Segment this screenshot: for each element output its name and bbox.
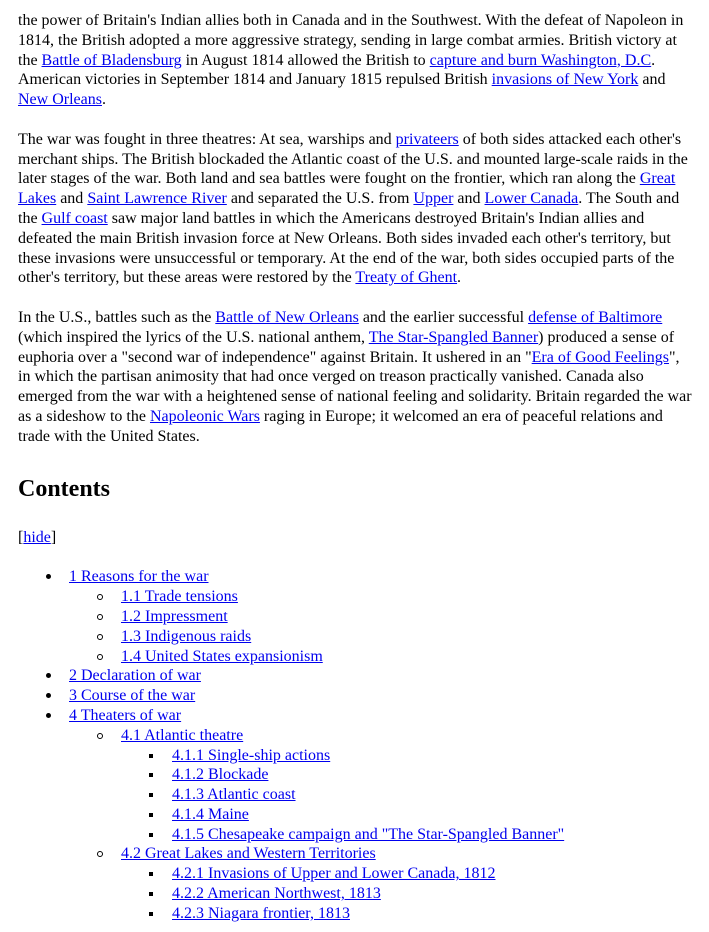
paragraph-text: and <box>453 190 485 208</box>
toc-item-level-2 <box>69 647 692 667</box>
toc-link[interactable]: 3 Course of the war <box>69 687 196 705</box>
paragraph-text: The war was fought in three theatres: At sea, warships and <box>18 130 396 148</box>
paragraph-text: raging in Europe; it welcomed an era of peaceful relations and trade with the United States. <box>18 407 663 445</box>
paragraph-text: of both sides attacked each other's merchant ships. The British blockaded the Atlantic coast of the U.S. and mounted large-scale raids in the later stages of the war. Both land and sea battles were fought on the frontier, which ran along the <box>18 130 688 188</box>
paragraph-text: . American victories in September 1814 and January 1815 repulsed British <box>18 51 656 89</box>
toc-link[interactable]: 2 Declaration of war <box>69 667 201 685</box>
toc-sublist <box>121 864 692 923</box>
article-link[interactable]: Battle of New Orleans <box>215 308 359 326</box>
article-link[interactable]: Battle of Bladensburg <box>41 51 182 69</box>
paragraph-text: (which inspired the lyrics of the U.S. national anthem, <box>18 328 369 346</box>
paragraph-1 <box>18 11 692 110</box>
toc-link[interactable]: 4.2.1 Invasions of Upper and Lower Canada, 1812 <box>172 865 496 883</box>
paragraph-text: and separated the U.S. from <box>226 190 414 208</box>
article-link[interactable]: defense of Baltimore <box>528 308 663 326</box>
paragraph-text: ) produced a sense of euphoria over a "second war of independence" against Britain. It ushered in an " <box>18 328 675 366</box>
toc-link[interactable]: 4.2.2 American Northwest, 1813 <box>172 885 381 903</box>
toc-link[interactable]: 4.1 Atlantic theatre <box>121 726 244 744</box>
toc-item-level-3 <box>121 785 692 805</box>
toc-item-level-3 <box>121 746 692 766</box>
article-link[interactable]: Saint Lawrence River <box>87 190 227 208</box>
toc-link[interactable]: 1.4 United States expansionism <box>121 647 323 665</box>
article-link[interactable]: The Star-Spangled Banner <box>368 328 539 346</box>
paragraph-text: . The South and the <box>18 190 680 227</box>
paragraph-text: and <box>56 190 88 208</box>
toc-link[interactable]: 4.2 Great Lakes and Western Territories <box>121 845 376 863</box>
toc-item-level-1 <box>18 706 692 924</box>
paragraph-text: in August 1814 allowed the British to <box>181 51 430 69</box>
article-link[interactable]: capture and burn Washington, D.C <box>429 51 652 69</box>
toc-link[interactable]: 4.1.2 Blockade <box>172 766 269 784</box>
paragraph-text: and the earlier successful <box>358 308 529 326</box>
paragraph-text: . <box>101 91 106 109</box>
toggle-open-bracket: [ <box>18 528 24 546</box>
article-link[interactable]: Upper <box>413 190 454 208</box>
toc-link[interactable]: 1.2 Impressment <box>121 607 228 625</box>
toc-item-level-1 <box>18 686 692 706</box>
toc-link[interactable]: 4.2.3 Niagara frontier, 1813 <box>172 904 350 922</box>
toc-link[interactable]: 1 Reasons for the war <box>69 568 209 586</box>
toc-item-level-3 <box>121 765 692 785</box>
toc-item-level-2 <box>69 627 692 647</box>
article-link[interactable]: Lower Canada <box>484 190 579 208</box>
toc-item-level-3 <box>121 864 692 884</box>
toc-link[interactable]: 4.1.1 Single-ship actions <box>172 746 331 764</box>
paragraph-3 <box>18 308 692 447</box>
toc-link[interactable]: 4.1.3 Atlantic coast <box>172 786 296 804</box>
paragraph-2 <box>18 130 692 288</box>
toggle-close-bracket: ] <box>50 528 57 546</box>
toc-link[interactable]: 4 Theaters of war <box>69 706 182 724</box>
article-link[interactable]: Gulf coast <box>41 209 108 227</box>
toc-item-level-2 <box>69 844 692 923</box>
paragraph-text: ", in which the partisan animosity that had once verged on treason practically vanished. Canada also emerged from the war with a heightened sense of national feeling and solidarity. Britain regarded the war as a sideshow to the <box>18 348 692 425</box>
article-link[interactable]: privateers <box>395 130 459 148</box>
paragraph-text: the power of Britain's Indian allies both in Canada and in the Southwest. With the defeat of Napoleon in 1814, the British adopted a more aggressive strategy, sending in large combat armies. British victory at the <box>18 12 684 69</box>
article-link[interactable]: Napoleonic Wars <box>149 407 260 425</box>
paragraph-text: and <box>638 71 666 89</box>
hide-toc-link[interactable]: hide <box>23 528 51 546</box>
toc-toggle <box>18 528 692 548</box>
paragraph-text: In the U.S., battles such as the <box>18 308 216 326</box>
toc-link[interactable]: 4.1.5 Chesapeake campaign and "The Star-Spangled Banner" <box>172 825 565 843</box>
paragraph-text: saw major land battles in which the Americans destroyed Britain's Indian allies and defeated the main British invasion force at New Orleans. Both sides invaded each other's territory, but these invasions were unsuccessful or temporary. At the end of the war, both sides occupied parts of the other's territory, but these areas were restored by the <box>18 209 675 287</box>
toc-link[interactable]: 1.1 Trade tensions <box>121 588 238 606</box>
toc-sublist <box>121 746 692 845</box>
article-link[interactable]: Treaty of Ghent <box>355 269 458 287</box>
toc-item-level-3 <box>121 884 692 904</box>
article-link[interactable]: Era of Good Feelings <box>531 348 669 366</box>
toc-sublist <box>69 587 692 666</box>
toc-link[interactable]: 1.3 Indigenous raids <box>121 627 252 645</box>
toc-item-level-3 <box>121 904 692 924</box>
article-link[interactable]: New Orleans <box>18 91 102 109</box>
paragraph-text: . <box>457 269 462 287</box>
toc-sublist <box>69 726 692 924</box>
table-of-contents <box>18 567 692 923</box>
toc-item-level-3 <box>121 805 692 825</box>
contents-heading: Contents <box>18 475 111 502</box>
toc-item-level-1 <box>18 567 692 666</box>
toc-item-level-2 <box>69 587 692 607</box>
toc-item-level-2 <box>69 726 692 845</box>
toc-link[interactable]: 4.1.4 Maine <box>172 805 249 823</box>
toc-item-level-1 <box>18 666 692 686</box>
toc-item-level-2 <box>69 607 692 627</box>
article-link[interactable]: Great Lakes <box>18 170 676 208</box>
article-link[interactable]: invasions of New York <box>491 71 639 89</box>
toc-item-level-3 <box>121 825 692 845</box>
